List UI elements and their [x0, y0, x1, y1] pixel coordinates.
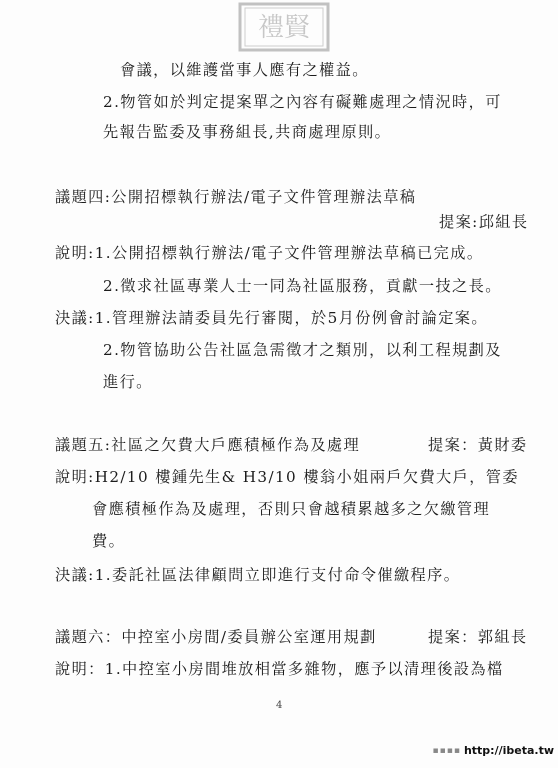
agenda-4-proposer: 提案:邱組長 — [439, 213, 529, 231]
agenda-4-resolution-1: 決議:1.管理辦法請委員先行審閱，於5月份例會討論定案。 — [55, 309, 488, 327]
agenda-5-explanation-1: 說明:H2/10 樓鍾先生& H3/10 樓翁小姐兩戶欠費大戶，管委 — [55, 468, 519, 486]
agenda-6-explanation-1: 說明：1.中控室小房間堆放相當多雜物，應予以清理後設為檔 — [55, 660, 504, 678]
agenda-6-title: 議題六：中控室小房間/委員辦公室運用規劃 — [55, 628, 377, 646]
agenda-5-title: 議題五:社區之欠費大戶應積極作為及處理 — [55, 436, 361, 454]
text-line-1: 會議，以維護當事人應有之權益。 — [120, 61, 369, 79]
page-number: 4 — [276, 700, 283, 711]
agenda-4-explanation-1: 說明:1.公開招標執行辦法/電子文件管理辦法草稿已完成。 — [55, 244, 484, 262]
agenda-4-resolution-2: 2.物管協助公告社區急需徵才之類別，以利工程規劃及 — [103, 341, 502, 359]
watermark-url: http://ibeta.tw — [463, 744, 554, 757]
agenda-6-proposer: 提案：郭組長 — [428, 628, 528, 646]
agenda-5-proposer: 提案：黃財委 — [428, 436, 528, 454]
text-line-3: 先報告監委及事務組長,共商處理原則。 — [103, 123, 392, 141]
agenda-4-explanation-2: 2.徵求社區專業人士一同為社區服務，貢獻一技之長。 — [103, 277, 502, 295]
seal-stamp-icon — [236, 2, 332, 52]
agenda-5-resolution-1: 決議:1.委託社區法律顧問立即進行支付命令催繳程序。 — [55, 566, 461, 584]
watermark — [433, 744, 554, 757]
agenda-4-resolution-2-cont: 進行。 — [103, 373, 153, 391]
seal-text: 禮賢 — [257, 13, 311, 43]
text-line-2: 2.物管如於判定提案單之內容有礙難處理之情況時，可 — [103, 93, 502, 111]
watermark-dots-icon: ▪▪▪▪ — [432, 745, 461, 756]
agenda-5-explanation-2: 會應積極作為及處理，否則只會越積累越多之欠繳管理 — [92, 500, 491, 518]
agenda-4-title: 議題四:公開招標執行辦法/電子文件管理辦法草稿 — [55, 188, 417, 206]
agenda-5-explanation-3: 費。 — [92, 532, 126, 550]
